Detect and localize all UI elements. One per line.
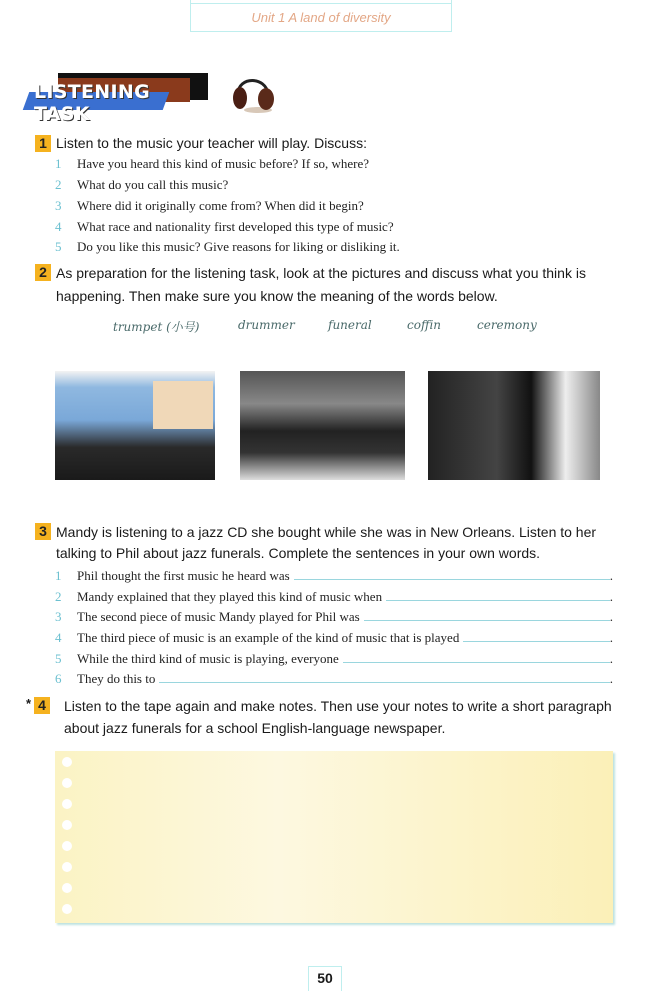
task-4-prompt-line1: Listen to the tape again and make notes. Then use your notes to write a short paragraph [64, 698, 612, 714]
funeral-procession-photo [55, 371, 215, 480]
fill-in-item: 5 While the third kind of music is playing, everyone . [55, 651, 613, 666]
notes-writing-area[interactable] [55, 751, 613, 923]
fill-in-item: 1 Phil thought the first music he heard was . [55, 568, 613, 583]
parade-musician-photo [428, 371, 600, 480]
task-1-item: 3 Where did it originally come from? When did it begin? [55, 198, 364, 213]
headphones-icon [228, 72, 278, 114]
page-number: 50 [308, 966, 342, 991]
fill-in-item: 6 They do this to . [55, 671, 613, 686]
fill-in-item: 3 The second piece of music Mandy played for Phil was . [55, 609, 613, 624]
unit-title: Unit 1 A land of diversity [251, 10, 391, 25]
task-1-badge: 1 [35, 135, 51, 152]
banner-title: LISTENING TASK [34, 81, 150, 125]
task-1-prompt: Listen to the music your teacher will play. Discuss: [56, 135, 367, 151]
task-2-prompt-line1: As preparation for the listening task, look at the pictures and discuss what you think is [56, 265, 586, 281]
unit-header [190, 0, 452, 32]
vocab-word: coffin [407, 318, 442, 332]
task-2-badge: 2 [35, 264, 51, 281]
task-1-item: 4 What race and nationality first developed this type of music? [55, 219, 394, 234]
optional-star: * [26, 696, 32, 711]
vocab-word: ceremony [477, 318, 537, 332]
fill-in-item: 4 The third piece of music is an example of the kind of music that is played . [55, 630, 613, 645]
answer-blank[interactable] [364, 619, 610, 621]
answer-blank[interactable] [159, 681, 609, 683]
task-4-prompt-line2: about jazz funerals for a school English-language newspaper. [64, 720, 446, 736]
task-3-prompt-line2: talking to Phil about jazz funerals. Complete the sentences in your own words. [56, 545, 541, 561]
answer-blank[interactable] [343, 661, 610, 663]
answer-blank[interactable] [294, 578, 610, 580]
task-1-item: 5 Do you like this music? Give reasons for liking or disliking it. [55, 239, 400, 254]
brass-band-photo [240, 371, 405, 480]
listening-task-banner [26, 73, 211, 125]
task-1-item: 1 Have you heard this kind of music before? If so, where? [55, 156, 370, 171]
task-4-badge: 4 [34, 697, 50, 714]
vocab-word: drummer [238, 318, 295, 332]
task-2-prompt-line2: happening. Then make sure you know the meaning of the words below. [56, 288, 498, 304]
vocab-word: trumpet (小号) [113, 320, 200, 334]
answer-blank[interactable] [386, 599, 610, 601]
task-3-badge: 3 [35, 523, 51, 540]
task-1-item: 2 What do you call this music? [55, 177, 229, 192]
fill-in-item: 2 Mandy explained that they played this kind of music when . [55, 589, 613, 604]
vocab-word: funeral [328, 318, 372, 332]
answer-blank[interactable] [463, 640, 609, 642]
task-3-prompt-line1: Mandy is listening to a jazz CD she bought while she was in New Orleans. Listen to her [56, 524, 597, 540]
